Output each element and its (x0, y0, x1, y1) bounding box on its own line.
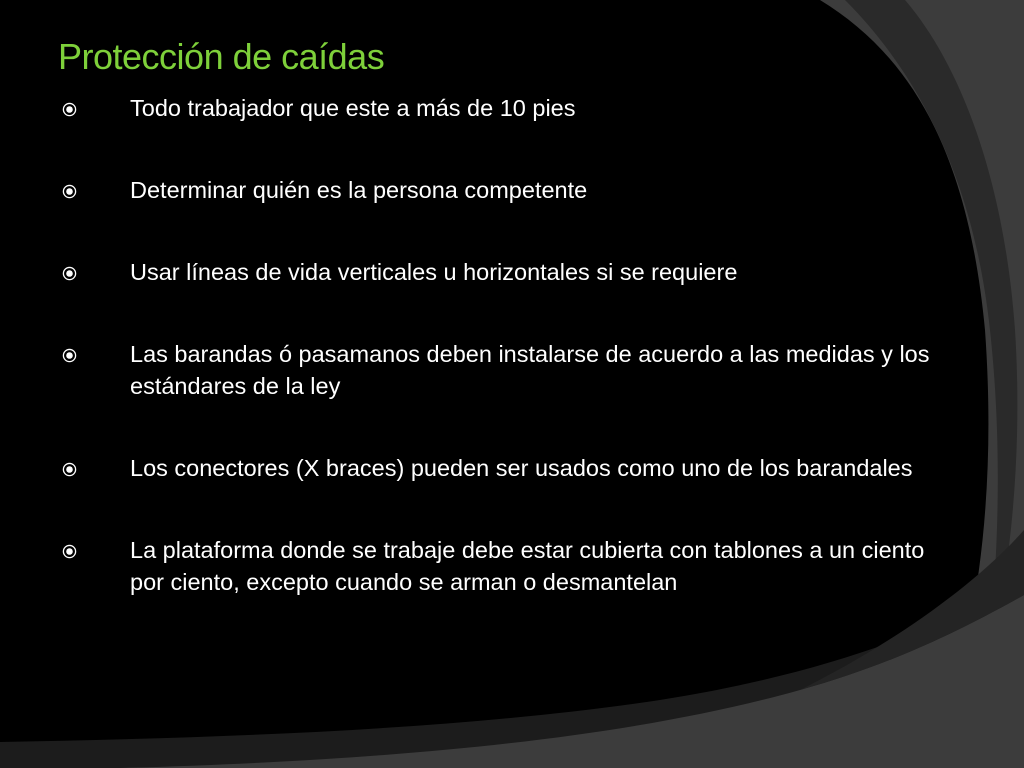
bullet-text: Los conectores (X braces) pueden ser usados como uno de los barandales (130, 455, 913, 481)
bullet-list (62, 92, 962, 598)
circled-dot-icon (62, 462, 77, 477)
bullet-text: La plataforma donde se trabaje debe estar cubierta con tablones a un ciento por ciento, excepto cuando se arman o desmantelan (130, 537, 925, 595)
slide-title: Protección de caídas (58, 36, 385, 77)
bullet-item (62, 338, 962, 402)
bullet-text: Usar líneas de vida verticales u horizontales si se requiere (130, 259, 738, 285)
circled-dot-icon (62, 544, 77, 559)
bullet-item (62, 256, 962, 288)
bullet-text: Las barandas ó pasamanos deben instalarse de acuerdo a las medidas y los estándares de la ley (130, 341, 930, 399)
circled-dot-icon (62, 102, 77, 117)
bullet-item (62, 174, 962, 206)
bullet-item (62, 452, 962, 484)
bullet-text: Determinar quién es la persona competente (130, 177, 588, 203)
bullet-text: Todo trabajador que este a más de 10 pies (130, 95, 576, 121)
circled-dot-icon (62, 266, 77, 281)
circled-dot-icon (62, 348, 77, 363)
circled-dot-icon (62, 184, 77, 199)
bullet-item (62, 92, 962, 124)
bullet-item (62, 534, 962, 598)
